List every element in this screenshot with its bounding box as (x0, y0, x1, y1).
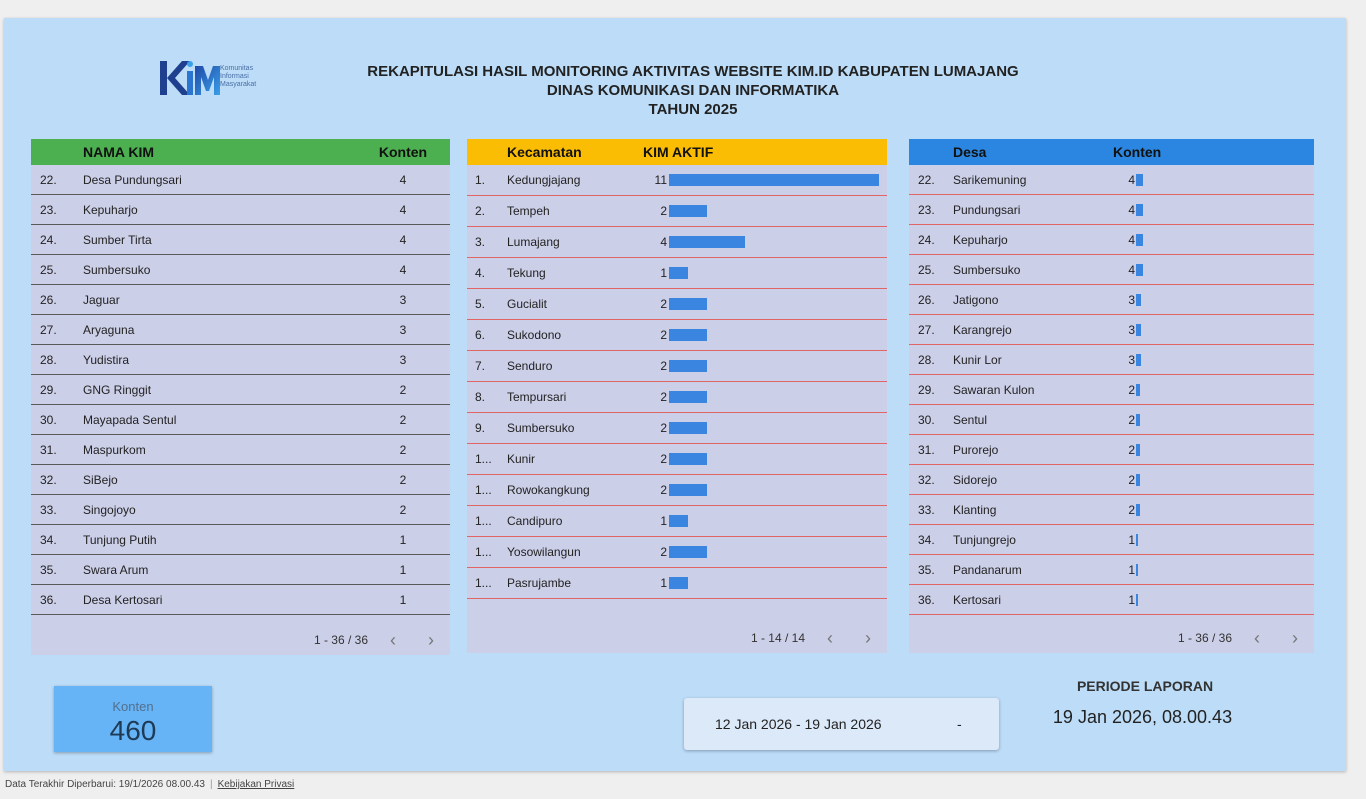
row-number: 1... (475, 576, 492, 590)
table-row[interactable] (31, 495, 450, 525)
table-row[interactable] (467, 537, 887, 568)
row-number: 1... (475, 452, 492, 466)
row-name: Tempursari (507, 390, 567, 404)
row-value: 2 (399, 382, 407, 397)
kim-logo (158, 58, 288, 100)
table-row[interactable] (31, 285, 450, 315)
row-name: SiBejo (83, 472, 118, 487)
row-number: 32. (918, 472, 935, 487)
row-number: 7. (475, 359, 486, 373)
table-row[interactable] (909, 555, 1314, 585)
row-bar (1136, 534, 1138, 546)
row-number: 25. (918, 262, 935, 277)
row-bar (1136, 504, 1140, 516)
row-name: Tekung (507, 266, 546, 280)
row-bar (669, 515, 688, 527)
table-row[interactable] (909, 195, 1314, 225)
chevron-left-icon[interactable]: ‹ (1254, 627, 1260, 648)
row-value: 3 (399, 292, 407, 307)
row-number: 28. (918, 352, 935, 367)
row-name: Sentul (953, 412, 988, 427)
report-title (300, 62, 1086, 119)
row-number: 36. (918, 592, 935, 607)
table-row[interactable] (31, 345, 450, 375)
row-value: 1 (1128, 562, 1135, 577)
scorecard-value: 460 (109, 715, 157, 746)
row-bar (669, 546, 707, 558)
row-bar (669, 205, 707, 217)
row-value: 1 (660, 266, 667, 280)
row-number: 22. (918, 172, 935, 187)
row-name: Desa Kertosari (83, 592, 163, 607)
row-name: Desa Pundungsari (83, 172, 182, 187)
row-value: 2 (1128, 502, 1135, 517)
row-name: Mayapada Sentul (83, 412, 177, 427)
row-value: 4 (1128, 202, 1135, 217)
table-row[interactable] (31, 405, 450, 435)
row-value: 2 (660, 545, 667, 559)
row-number: 36. (40, 592, 57, 607)
table-row[interactable] (467, 413, 887, 444)
row-name: Klanting (953, 502, 997, 517)
table-row[interactable] (909, 375, 1314, 405)
row-bar (669, 329, 707, 341)
table-row[interactable] (31, 315, 450, 345)
row-value: 2 (1128, 412, 1135, 427)
row-name: Rowokangkung (507, 483, 590, 497)
row-number: 35. (918, 562, 935, 577)
kecamatan-table (467, 139, 887, 653)
row-bar (669, 360, 707, 372)
footer-separator: | (209, 779, 213, 790)
row-value: 2 (1128, 472, 1135, 487)
row-name: Pasrujambe (507, 576, 572, 590)
date-range-dropdown-icon[interactable]: - (957, 716, 962, 732)
table-row[interactable] (467, 475, 887, 506)
row-bar (669, 174, 879, 186)
column-header-kim-aktif[interactable]: KIM AKTIF (643, 144, 714, 160)
table-row[interactable] (31, 585, 450, 615)
table-row[interactable] (909, 165, 1314, 195)
row-bar (669, 484, 707, 496)
row-name: Purorejo (953, 442, 999, 457)
table-row[interactable] (467, 320, 887, 351)
row-name: Yudistira (83, 352, 130, 367)
row-name: Sidorejo (953, 472, 998, 487)
title-line: DINAS KOMUNIKASI DAN INFORMATIKA (546, 82, 840, 99)
row-number: 4. (475, 266, 486, 280)
row-number: 3. (475, 235, 486, 249)
desa-table (909, 139, 1314, 653)
chevron-right-icon[interactable]: › (865, 627, 871, 648)
table-row[interactable] (909, 315, 1314, 345)
column-header-konten[interactable]: Konten (378, 144, 428, 160)
row-number: 28. (40, 352, 57, 367)
row-number: 1. (475, 173, 486, 187)
chevron-left-icon[interactable]: ‹ (827, 627, 833, 648)
footer (5, 779, 294, 790)
row-bar (669, 298, 707, 310)
row-value: 2 (399, 502, 407, 517)
row-number: 30. (40, 412, 57, 427)
row-name: Kunir (507, 452, 536, 466)
table-row[interactable] (467, 568, 887, 599)
row-number: 29. (40, 382, 57, 397)
row-number: 1... (475, 514, 492, 528)
date-range-value: 12 Jan 2026 - 19 Jan 2026 (715, 716, 882, 732)
table-row[interactable] (467, 258, 887, 289)
table-row[interactable] (467, 289, 887, 320)
row-bar (669, 577, 688, 589)
chevron-left-icon[interactable]: ‹ (390, 629, 396, 650)
table-row[interactable] (467, 196, 887, 227)
row-number: 30. (918, 412, 935, 427)
row-value: 1 (399, 592, 407, 607)
row-bar (1136, 474, 1140, 486)
row-value: 4 (399, 172, 407, 187)
periode-label: PERIODE LAPORAN (1076, 678, 1214, 694)
row-value: 2 (660, 328, 667, 342)
row-number: 26. (918, 292, 935, 307)
kim-table-pager (31, 625, 450, 655)
row-number: 31. (918, 442, 935, 457)
row-bar (669, 453, 707, 465)
table-row[interactable] (467, 506, 887, 537)
table-row[interactable] (31, 165, 450, 195)
row-value: 1 (1128, 592, 1135, 607)
row-value: 2 (660, 421, 667, 435)
kim-table-header (31, 139, 450, 165)
row-number: 33. (40, 502, 57, 517)
pager-range: 1 - 36 / 36 (1177, 631, 1232, 645)
row-number: 32. (40, 472, 57, 487)
row-bar (1136, 174, 1143, 186)
row-name: Tunjungrejo (953, 532, 1016, 547)
table-row[interactable] (909, 465, 1314, 495)
row-number: 5. (475, 297, 486, 311)
row-number: 34. (40, 532, 57, 547)
row-name: Yosowilangun (507, 545, 581, 559)
table-row[interactable] (467, 227, 887, 258)
scorecard-label: Konten (112, 699, 154, 714)
logo-sub-line: Komunitas (220, 65, 254, 72)
row-bar (1136, 444, 1140, 456)
row-bar (1136, 264, 1143, 276)
row-name: Senduro (507, 359, 553, 373)
kim-logo-mark (158, 58, 220, 100)
row-name: Swara Arum (83, 562, 149, 577)
row-name: Sumbersuko (83, 262, 151, 277)
row-bar (669, 391, 707, 403)
table-row[interactable] (31, 555, 450, 585)
title-line: TAHUN 2025 (648, 101, 738, 118)
row-number: 27. (918, 322, 935, 337)
chevron-right-icon[interactable]: › (1292, 627, 1298, 648)
row-bar (1136, 414, 1140, 426)
row-number: 33. (918, 502, 935, 517)
table-row[interactable] (909, 435, 1314, 465)
row-name: Gucialit (507, 297, 548, 311)
row-name: Singojoyo (83, 502, 136, 517)
row-value: 2 (399, 412, 407, 427)
row-number: 9. (475, 421, 486, 435)
table-row[interactable] (31, 225, 450, 255)
table-row[interactable] (909, 255, 1314, 285)
column-header-konten[interactable]: Konten (1113, 144, 1162, 160)
desa-table-header (909, 139, 1314, 165)
row-value: 1 (1128, 532, 1135, 547)
pager-range: 1 - 36 / 36 (313, 633, 368, 647)
last-updated-text: Data Terakhir Diperbarui: 19/1/2026 08.00.43 (5, 779, 205, 790)
row-number: 24. (40, 232, 57, 247)
privacy-policy-link[interactable]: Kebijakan Privasi (217, 779, 295, 790)
row-value: 4 (1128, 262, 1135, 277)
row-name: Kepuharjo (83, 202, 138, 217)
row-number: 26. (40, 292, 57, 307)
row-bar (1136, 324, 1141, 336)
periode-value: 19 Jan 2026, 08.00.43 (1052, 707, 1233, 727)
table-row[interactable] (31, 255, 450, 285)
row-name: Jaguar (83, 292, 120, 307)
row-value: 2 (660, 452, 667, 466)
table-row[interactable] (909, 285, 1314, 315)
row-number: 31. (40, 442, 57, 457)
row-value: 2 (399, 442, 407, 457)
kim-table-body (31, 165, 450, 615)
row-number: 6. (475, 328, 486, 342)
row-value: 2 (1128, 382, 1135, 397)
row-name: Pandanarum (953, 562, 1022, 577)
row-value: 11 (654, 173, 667, 187)
row-bar (669, 422, 707, 434)
row-value: 2 (660, 297, 667, 311)
row-name: Sumbersuko (953, 262, 1021, 277)
table-row[interactable] (31, 525, 450, 555)
table-row[interactable] (467, 444, 887, 475)
row-bar (669, 267, 688, 279)
row-number: 22. (40, 172, 57, 187)
row-value: 2 (660, 483, 667, 497)
row-number: 23. (918, 202, 935, 217)
kecamatan-table-body (467, 165, 887, 599)
column-header-nama-kim[interactable]: NAMA KIM (83, 144, 155, 160)
table-row[interactable] (909, 225, 1314, 255)
row-value: 4 (399, 202, 407, 217)
table-row[interactable] (909, 345, 1314, 375)
row-value: 4 (660, 235, 667, 249)
row-value: 1 (399, 562, 407, 577)
row-name: Sukodono (507, 328, 562, 342)
row-bar (669, 236, 745, 248)
row-number: 2. (475, 204, 486, 218)
row-value: 3 (1128, 352, 1135, 367)
row-number: 1... (475, 483, 492, 497)
row-bar (1136, 204, 1143, 216)
row-value: 4 (1128, 232, 1135, 247)
table-row[interactable] (909, 525, 1314, 555)
row-name: Candipuro (507, 514, 563, 528)
table-row[interactable] (31, 465, 450, 495)
desa-table-pager (909, 623, 1314, 653)
row-name: Sarikemuning (953, 172, 1027, 187)
row-value: 2 (660, 359, 667, 373)
table-row[interactable] (467, 351, 887, 382)
logo-sub-line: Informasi (220, 73, 249, 80)
row-number: 8. (475, 390, 486, 404)
table-row[interactable] (31, 195, 450, 225)
row-value: 4 (399, 262, 407, 277)
row-value: 1 (399, 532, 407, 547)
row-value: 1 (660, 576, 667, 590)
row-name: Lumajang (507, 235, 560, 249)
kim-table (31, 139, 450, 655)
table-row[interactable] (31, 375, 450, 405)
row-bar (1136, 564, 1138, 576)
row-name: Maspurkom (83, 442, 146, 457)
row-value: 2 (660, 204, 667, 218)
row-bar (1136, 354, 1141, 366)
row-bar (1136, 594, 1138, 606)
row-number: 29. (918, 382, 935, 397)
row-name: Sumber Tirta (83, 232, 152, 247)
title-line: REKAPITULASI HASIL MONITORING AKTIVITAS WEBSITE KIM.ID KABUPATEN LUMAJANG (367, 63, 1019, 80)
row-value: 3 (399, 322, 407, 337)
konten-scorecard (54, 686, 212, 752)
row-name: Jatigono (953, 292, 999, 307)
row-name: Aryaguna (83, 322, 135, 337)
logo-sub-line: Masyarakat (220, 81, 257, 88)
row-number: 34. (918, 532, 935, 547)
table-row[interactable] (909, 405, 1314, 435)
row-name: Pundungsari (953, 202, 1021, 217)
row-value: 3 (1128, 292, 1135, 307)
row-number: 1... (475, 545, 492, 559)
pager-range: 1 - 14 / 14 (750, 631, 805, 645)
table-row[interactable] (909, 585, 1314, 615)
kecamatan-table-pager (467, 623, 887, 653)
row-number: 23. (40, 202, 57, 217)
date-range-picker[interactable] (684, 698, 999, 750)
row-name: Kedungjajang (507, 173, 581, 187)
row-name: Tunjung Putih (83, 532, 157, 547)
table-row[interactable] (467, 165, 887, 196)
row-number: 27. (40, 322, 57, 337)
row-name: Tempeh (507, 204, 550, 218)
row-value: 4 (399, 232, 407, 247)
row-number: 24. (918, 232, 935, 247)
table-row[interactable] (909, 495, 1314, 525)
row-name: GNG Ringgit (83, 382, 152, 397)
row-name: Kunir Lor (953, 352, 1002, 367)
row-name: Sawaran Kulon (953, 382, 1035, 397)
row-value: 2 (1128, 442, 1135, 457)
row-bar (1136, 384, 1140, 396)
row-value: 1 (660, 514, 667, 528)
row-bar (1136, 234, 1143, 246)
row-value: 4 (1128, 172, 1135, 187)
row-value: 3 (399, 352, 407, 367)
kecamatan-table-header (467, 139, 887, 165)
row-name: Kepuharjo (953, 232, 1008, 247)
row-name: Sumbersuko (507, 421, 575, 435)
row-value: 2 (399, 472, 407, 487)
row-number: 35. (40, 562, 57, 577)
table-row[interactable] (31, 435, 450, 465)
table-row[interactable] (467, 382, 887, 413)
column-header-kecamatan[interactable]: Kecamatan (507, 144, 582, 160)
row-name: Kertosari (953, 592, 1002, 607)
logo-subtitle (220, 65, 256, 89)
desa-table-body (909, 165, 1314, 615)
row-value: 3 (1128, 322, 1135, 337)
column-header-desa[interactable]: Desa (953, 144, 987, 160)
row-value: 2 (660, 390, 667, 404)
row-number: 25. (40, 262, 57, 277)
chevron-right-icon[interactable]: › (428, 629, 434, 650)
row-bar (1136, 294, 1141, 306)
row-name: Karangrejo (953, 322, 1012, 337)
